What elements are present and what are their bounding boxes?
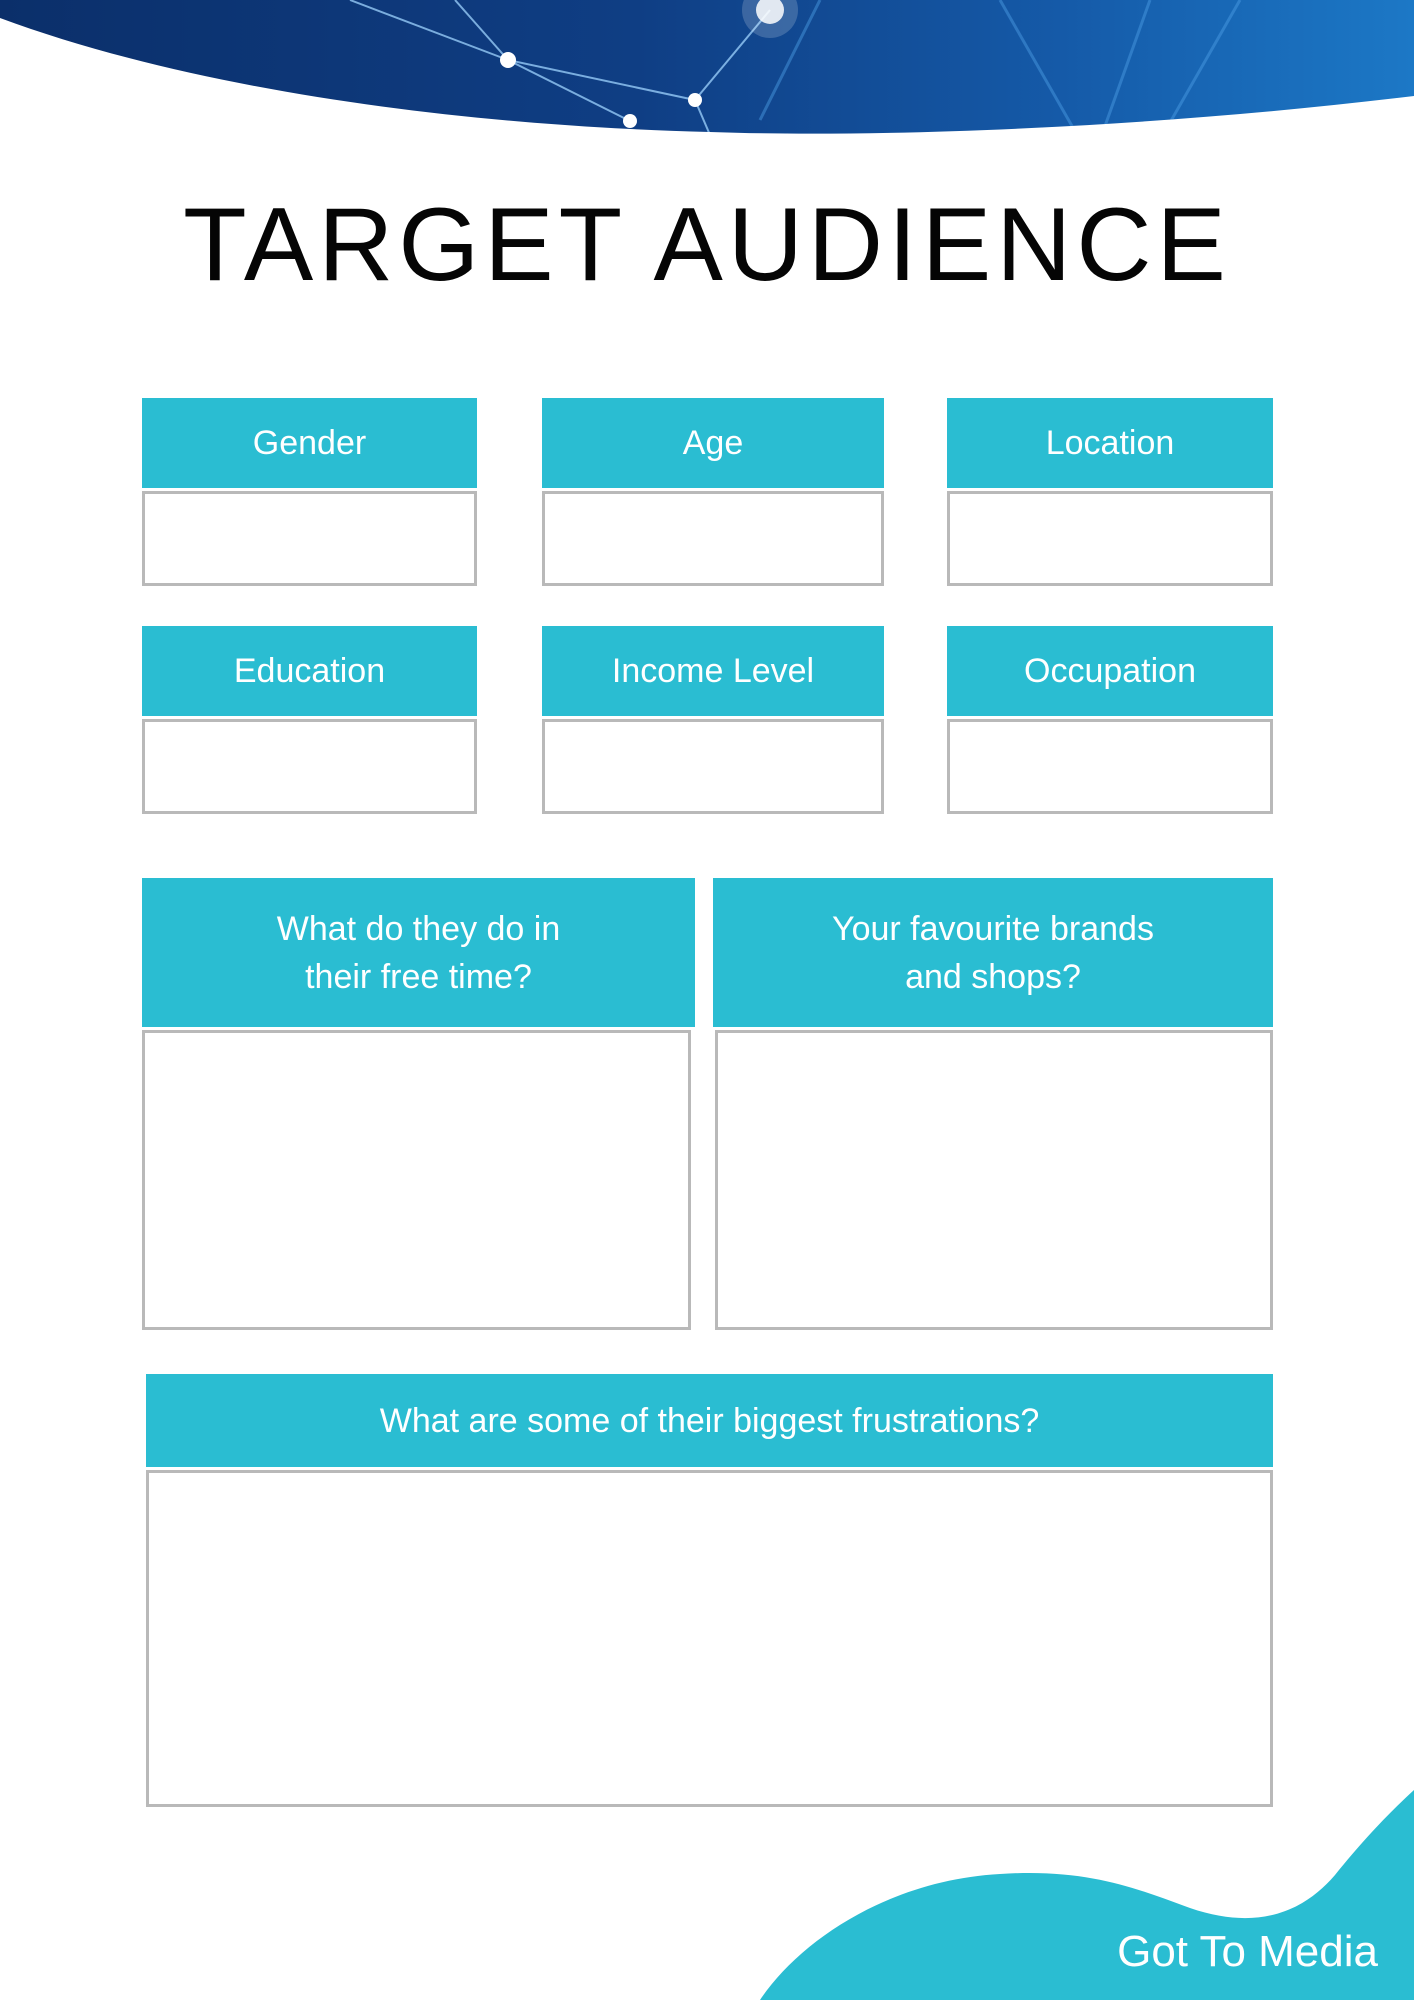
favourite-brands-label [713,878,1273,1027]
age-field [542,398,884,586]
occupation-field [947,626,1273,814]
free-time-input-box[interactable] [142,1030,691,1330]
location-label: Location [947,398,1273,488]
location-field [947,398,1273,586]
favourite-brands-input-box[interactable] [715,1030,1273,1330]
free-time-label [142,878,695,1027]
frustrations-input-box[interactable] [146,1470,1273,1807]
income-level-field [542,626,884,814]
income-level-input-box[interactable] [542,719,884,814]
free-time-field [142,878,695,1330]
favourite-brands-label-line1: Your favourite brands [832,909,1154,948]
income-level-label: Income Level [542,626,884,716]
favourite-brands-label-line2: and shops? [905,957,1081,996]
location-input-box[interactable] [947,491,1273,586]
education-label: Education [142,626,477,716]
brand-name: Got To Media [1117,1927,1378,1976]
frustrations-label: What are some of their biggest frustrations? [146,1374,1273,1467]
page-title: TARGET AUDIENCE [183,187,1231,303]
gender-field [142,398,477,586]
frustrations-field [146,1374,1273,1807]
free-time-label-line2: their free time? [305,957,532,996]
gender-label: Gender [142,398,477,488]
favourite-brands-field [713,878,1273,1330]
age-input-box[interactable] [542,491,884,586]
age-label: Age [542,398,884,488]
network-banner-graphic [0,0,1414,140]
free-time-label-line1: What do they do in [276,909,561,948]
education-input-box[interactable] [142,719,477,814]
occupation-input-box[interactable] [947,719,1273,814]
occupation-label: Occupation [947,626,1273,716]
gender-input-box[interactable] [142,491,477,586]
education-field [142,626,477,814]
